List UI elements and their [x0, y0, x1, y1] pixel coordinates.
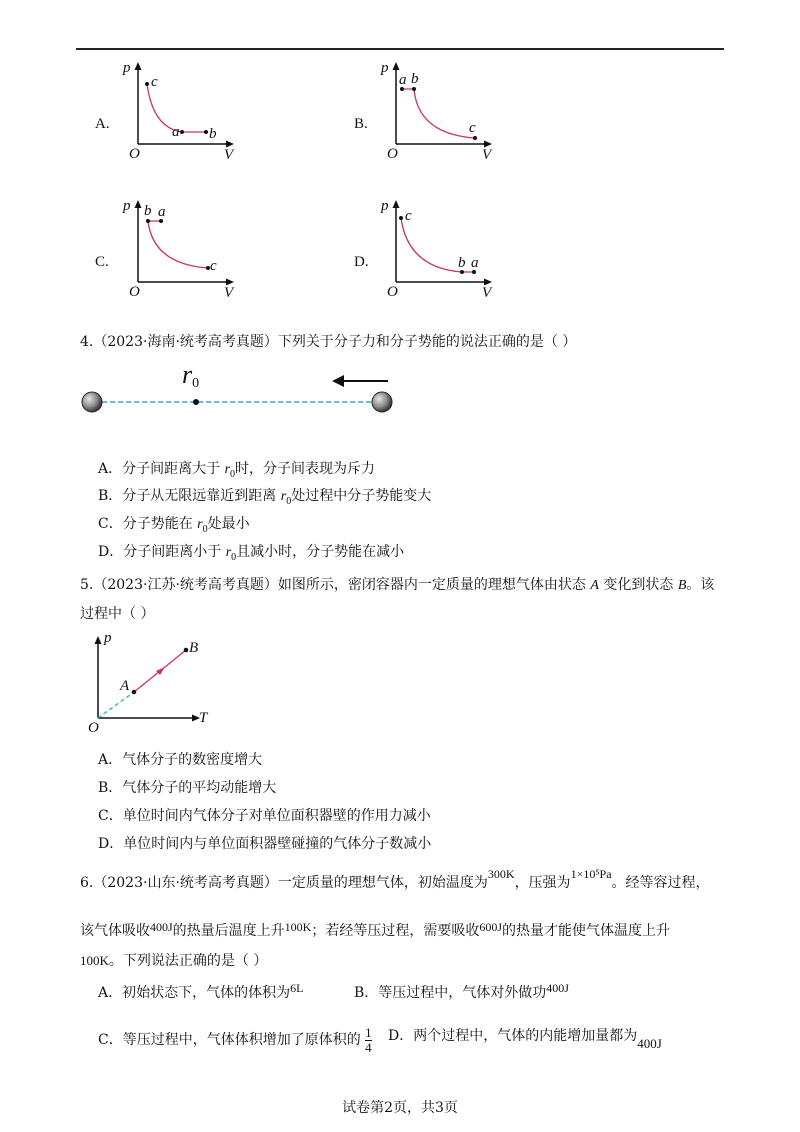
graph-option-b: [378, 58, 508, 168]
origin-label: O: [387, 284, 398, 300]
point-a-label: a: [471, 255, 479, 271]
graph-option-a: [120, 58, 250, 168]
graph-b-curve: [402, 89, 475, 138]
q6-option-c[interactable]: C．等压过程中，气体体积增加了原体积的 $\frac{1}{4}$: [98, 1024, 372, 1055]
q4-option-b[interactable]: B．分子从无限远靠近到距离 $r_0$处过程中分子势能变大: [98, 488, 432, 507]
point-c-label: c: [405, 208, 412, 224]
point-c-label: c: [210, 258, 217, 274]
pt-graph: [86, 630, 226, 740]
question-text: （2023·海南·统考高考真题）下列关于分子力和分子势能的说法正确的是（ ）: [93, 334, 577, 350]
q4-option-c[interactable]: C．分子势能在 $r_0$处最小: [98, 516, 250, 535]
graph-option-c: [120, 196, 250, 306]
t-axis-label: T: [199, 710, 208, 726]
p-axis-label: p: [104, 630, 112, 646]
graph-option-d-label: D.: [354, 254, 369, 270]
q5-option-a[interactable]: A．气体分子的数密度增大: [98, 752, 263, 768]
point-c-label: c: [151, 74, 158, 90]
origin-label: O: [129, 146, 140, 162]
p-axis-label: p: [123, 198, 131, 214]
question-number: 4.: [80, 334, 94, 350]
question-6-line3: 100K。下列说法正确的是（ ）: [80, 953, 268, 969]
initial-pressure: 1×10⁵Pa: [570, 867, 612, 881]
graph-c-curve: [148, 221, 208, 268]
state-b-label: B: [189, 640, 199, 656]
question-6-line1: 6.（2023·山东·统考高考真题）一定质量的理想气体，初始温度为300K，压强为1×10⁵Pa。经等容过程，: [80, 867, 710, 891]
v-axis-label: V: [224, 285, 234, 301]
graph-option-b-label: B.: [354, 116, 368, 132]
r0-label: r0: [182, 360, 200, 391]
p-axis-label: p: [381, 198, 389, 214]
question-5-stem-line1: 5.（2023·江苏·统考高考真题）如图所示，密闭容器内一定质量的理想气体由状态 A 变化到状态 B。该: [80, 577, 715, 593]
q5-option-d[interactable]: D．单位时间内与单位面积器壁碰撞的气体分子数减小: [98, 836, 432, 852]
point-b-label: b: [411, 71, 419, 87]
q5-option-c[interactable]: C．单位时间内气体分子对单位面积器壁的作用力减小: [98, 808, 431, 824]
graph-option-a-label: A.: [95, 116, 110, 132]
state-a-label: A: [120, 678, 130, 694]
question-6-line2: 该气体吸收400J的热量后温度上升100K；若经等压过程，需要吸收600J的热量才能使气体温度上升: [80, 920, 671, 939]
point-c-label: c: [469, 120, 476, 136]
p-axis-label: p: [381, 60, 389, 76]
molecule-diagram: [78, 360, 398, 426]
point-a-label: a: [399, 72, 407, 88]
question-5-stem-line2: 过程中（ ）: [80, 606, 155, 622]
origin-label: O: [129, 284, 140, 300]
initial-temperature: 300K: [487, 867, 515, 881]
q6-option-d[interactable]: D．两个过程中，气体的内能增加量都为400J: [388, 1028, 662, 1051]
v-axis-label: V: [482, 285, 492, 301]
r0-point: [193, 399, 199, 405]
point-a-label: a: [158, 204, 166, 220]
molecule-diagram-svg: [78, 366, 398, 426]
q4-option-a[interactable]: A．分子间距离大于 $r_0$时，分子间表现为斥力: [98, 461, 376, 480]
right-molecule: [372, 392, 392, 412]
question-4-stem: [80, 332, 576, 352]
graph-option-c-label: C.: [95, 254, 109, 270]
v-axis-label: V: [224, 147, 234, 163]
point-a-label: a: [172, 124, 180, 140]
left-molecule: [82, 392, 102, 412]
origin-label: O: [387, 146, 398, 162]
q4-option-d[interactable]: D．分子间距离小于 $r_0$且减小时，分子势能在减小: [98, 544, 405, 563]
q5-option-b[interactable]: B．气体分子的平均动能增大: [98, 780, 277, 796]
point-b-label: b: [458, 255, 466, 271]
origin-label: O: [88, 720, 99, 736]
fraction-one-quarter: $\frac{1}{4}$: [365, 1024, 372, 1055]
q6-option-b[interactable]: B．等压过程中，气体对外做功400J: [354, 981, 569, 1001]
page-footer: 试卷第2页，共3页: [342, 1100, 458, 1116]
graph-option-d: [378, 196, 508, 306]
header-rule: [76, 48, 724, 50]
left-arrow-icon: [332, 375, 344, 387]
p-axis-label: p: [123, 60, 131, 76]
point-b-label: b: [144, 203, 152, 219]
v-axis-label: V: [482, 147, 492, 163]
point-b-label: b: [209, 126, 217, 142]
q6-option-a[interactable]: A．初始状态下，气体的体积为6L: [98, 981, 304, 1001]
